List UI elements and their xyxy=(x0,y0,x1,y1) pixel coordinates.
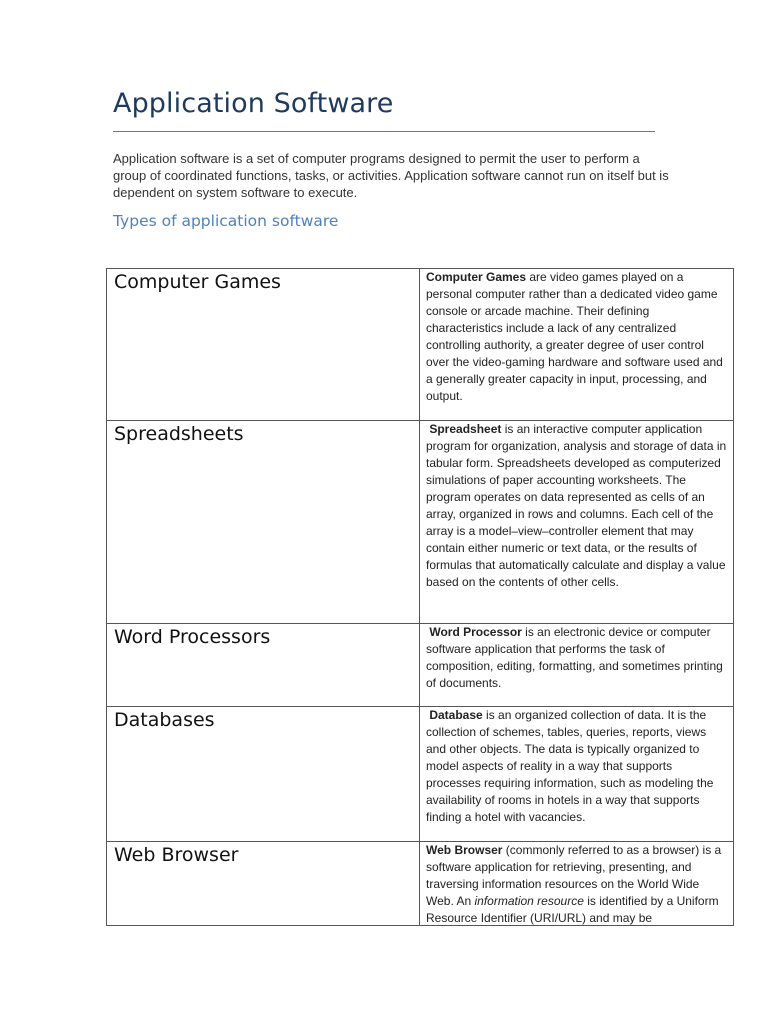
type-term: Database xyxy=(429,708,483,722)
title-underline xyxy=(113,131,655,132)
type-description-italic: information resource xyxy=(474,894,584,908)
type-description-part: (commonly referred to as a browser) is a software application for retrieving, presenting, and traversing information resources on the World Wide Web. An xyxy=(426,843,722,908)
type-description-cell xyxy=(420,624,734,707)
type-term: Web Browser xyxy=(426,843,503,857)
type-description: is an electronic device or computer software application that performs the task of composition, editing, formatting, and sometimes printing of documents. xyxy=(426,625,723,690)
type-description: is an interactive computer application program for organization, analysis and storage of data in tabular form. Spreadsheets developed as computerized simulations of paper accounting worksheets. The program operates on data represented as cells of an array, organized in rows and columns. Each cell of the array is a model–view–controller element that may contain either numeric or text data, or the results of formulas that automatically calculate and display a value based on the contents of other cells. xyxy=(426,422,727,589)
type-name: Spreadsheets xyxy=(114,423,244,445)
type-name: Web Browser xyxy=(114,844,239,866)
document-title: Application Software xyxy=(113,88,394,119)
type-term: Word Processor xyxy=(429,625,522,639)
table-row xyxy=(107,421,734,624)
type-name-cell xyxy=(107,842,420,926)
intro-paragraph: Application software is a set of computer programs designed to permit the user to perform a group of coordinated functions, tasks, or activities. Application software cannot run on itself but is dependent on system software to execute. xyxy=(113,151,669,200)
type-description-cell xyxy=(420,707,734,842)
type-description-cell xyxy=(420,421,734,624)
type-description-part: is identified by a Uniform Resource Identifier (URI/URL) and may be xyxy=(426,894,719,925)
type-description: is an organized collection of data. It is the collection of schemes, tables, queries, reports, views and other objects. The data is typically organized to model aspects of reality in a way that supports processes requiring information, such as modeling the availability of rooms in hotels in a way that supports finding a hotel with vacancies. xyxy=(426,708,714,824)
type-description-cell xyxy=(420,842,734,926)
table-row xyxy=(107,269,734,421)
type-description-cell xyxy=(420,269,734,421)
table-row xyxy=(107,624,734,707)
table-row xyxy=(107,842,734,926)
types-table xyxy=(106,268,734,926)
type-term: Computer Games xyxy=(426,270,527,284)
type-name-cell xyxy=(107,707,420,842)
type-description: are video games played on a personal computer rather than a dedicated video game console or arcade machine. Their defining characteristics include a lack of any centralized controlling authority, a greater degree of user control over the video-gaming hardware and software used and a generally greater capacity in input, processing, and output. xyxy=(426,270,723,403)
type-name-cell xyxy=(107,269,420,421)
type-name: Computer Games xyxy=(114,271,281,293)
type-name-cell xyxy=(107,421,420,624)
type-name-cell xyxy=(107,624,420,707)
section-heading: Types of application software xyxy=(113,212,339,230)
table-row xyxy=(107,707,734,842)
type-name: Word Processors xyxy=(114,626,271,648)
type-term: Spreadsheet xyxy=(429,422,502,436)
type-name: Databases xyxy=(114,709,215,731)
